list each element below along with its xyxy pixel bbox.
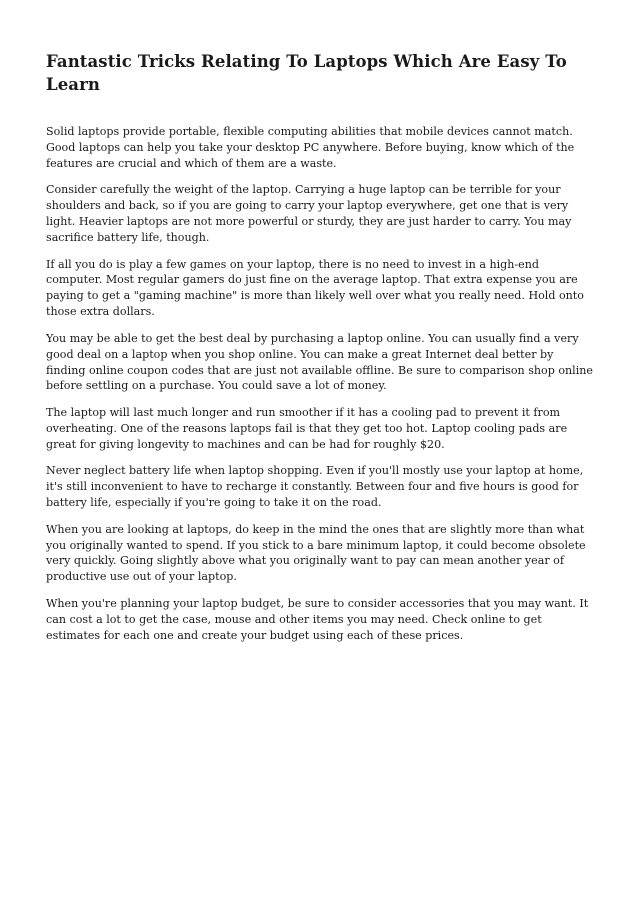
document-title: Fantastic Tricks Relating To Laptops Which Are Easy To Learn	[46, 52, 567, 94]
paragraph-8: When you're planning your laptop budget, be sure to consider accessories that you may want. It can cost a lot to get the case, mouse and other items you may need. Check online to get estimates for each one and create your budget using each of these prices.	[46, 596, 589, 642]
paragraph-2: Consider carefully the weight of the laptop. Carrying a huge laptop can be terrible for your shoulders and back, so if you are going to carry your laptop everywhere, get one that is very light. Heavier laptops are not more powerful or sturdy, they are just harder to carry. You may sacrifice battery life, though.	[46, 183, 572, 245]
paragraph-1: Solid laptops provide portable, flexible computing abilities that mobile devices cannot match. Good laptops can help you take your desktop PC anywhere. Before buying, know which of the features are crucial and which of them are a waste.	[46, 125, 575, 170]
paragraph-3: If all you do is play a few games on your laptop, there is no need to invest in a high-end computer. Most regular gamers do just fine on the average laptop. That extra expense you are paying to get a "gaming machine" is more than likely well over what you really need. Hold onto those extra dollars.	[46, 257, 584, 319]
paragraph-7: When you are looking at laptops, do keep in the mind the ones that are slightly more than what you originally wanted to spend. If you stick to a bare minimum laptop, it could become obsolete very quickly. Going slightly above what you originally want to pay can mean another year of productive use out of your laptop.	[46, 522, 586, 584]
paragraph-5: The laptop will last much longer and run smoother if it has a cooling pad to prevent it from overheating. One of the reasons laptops fail is that they get too hot. Laptop cooling pads are great for giving longevity to machines and can be had for roughly $20.	[46, 405, 568, 451]
paragraph-4: You may be able to get the best deal by purchasing a laptop online. You can usually find a very good deal on a laptop when you shop online. You can make a great Internet deal better by finding online coupon codes that are just not available offline. Be sure to comparison shop online before settling on a purchase. You could save a lot of money.	[46, 331, 593, 393]
paragraph-6: Never neglect battery life when laptop shopping. Even if you'll mostly use your laptop at home, it's still inconvenient to have to recharge it constantly. Between four and five hours is good for battery life, especially if you're going to take it on the road.	[46, 464, 584, 510]
document-page	[46, 50, 594, 654]
